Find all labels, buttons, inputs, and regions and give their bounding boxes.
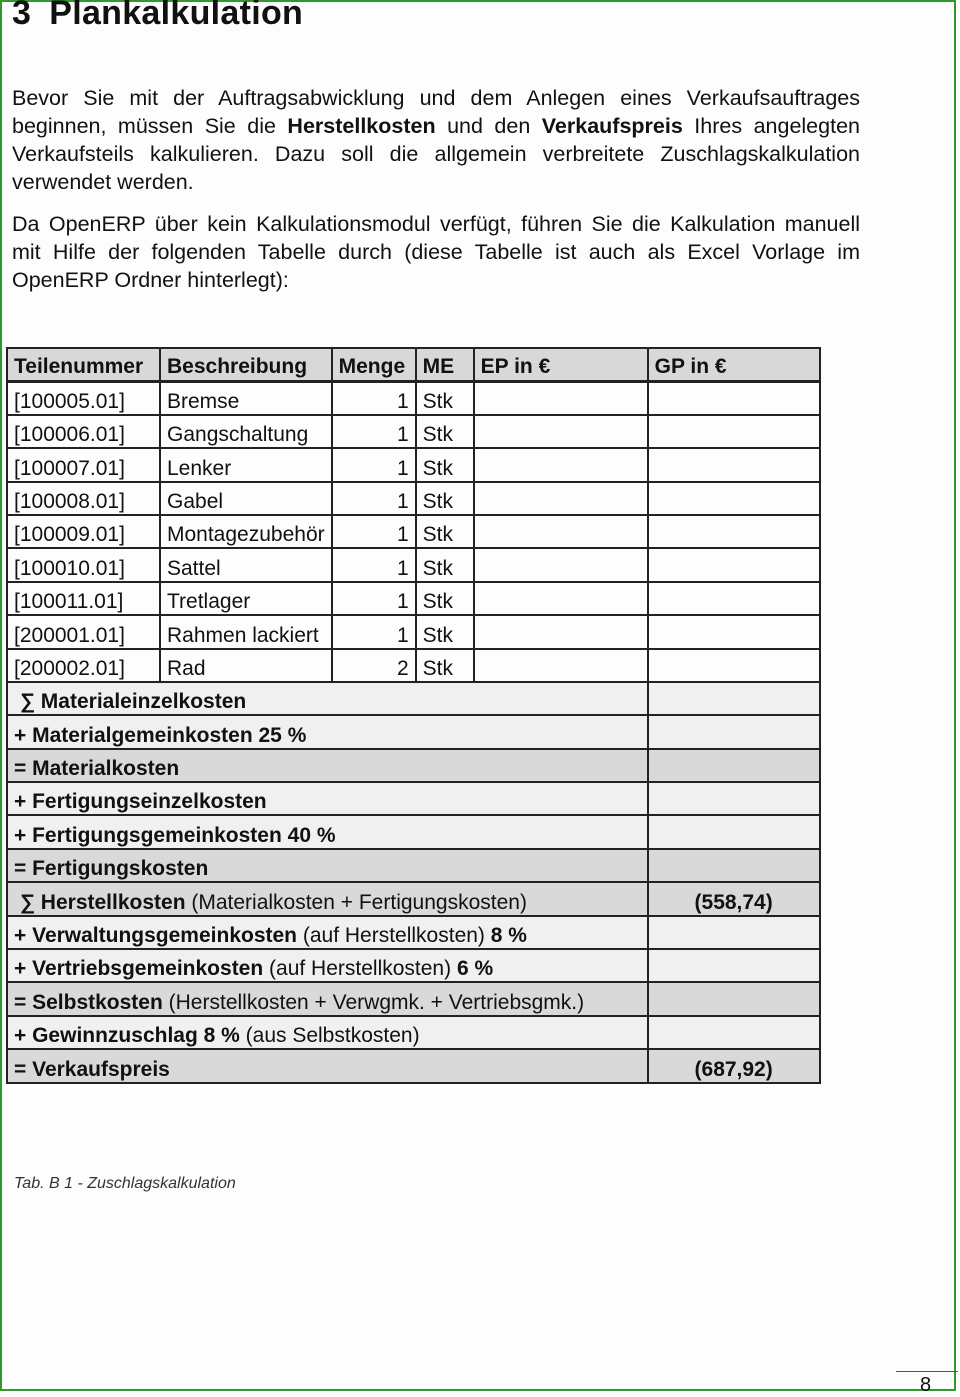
summary-label: + Fertigungsgemeinkosten 40 %	[7, 815, 648, 848]
unit-cell: Stk	[416, 515, 474, 548]
summary-row-production-direct	[7, 782, 820, 815]
table-row	[7, 381, 820, 414]
unit-price-cell	[474, 515, 648, 548]
part-number-cell: [100009.01]	[7, 515, 160, 548]
total-price-cell	[648, 548, 820, 581]
part-number-cell: [100005.01]	[7, 381, 160, 414]
table-row	[7, 615, 820, 648]
total-price-cell	[648, 415, 820, 448]
summary-value	[648, 949, 820, 982]
description-cell: Gabel	[160, 482, 332, 515]
summary-value	[648, 782, 820, 815]
total-price-cell	[648, 649, 820, 682]
unit-cell: Stk	[416, 482, 474, 515]
header-total-price: GP in €	[648, 348, 820, 381]
summary-value	[648, 849, 820, 882]
table-row	[7, 482, 820, 515]
description-cell: Montagezubehör	[160, 515, 332, 548]
table-row	[7, 515, 820, 548]
table-row	[7, 448, 820, 481]
unit-cell: Stk	[416, 548, 474, 581]
description-cell: Gangschaltung	[160, 415, 332, 448]
total-price-cell	[648, 515, 820, 548]
summary-row-sales-price	[7, 1049, 820, 1082]
summary-value	[648, 1016, 820, 1049]
unit-cell: Stk	[416, 615, 474, 648]
header-unit: ME	[416, 348, 474, 381]
header-part-number: Teilenummer	[7, 348, 160, 381]
summary-label: + Vertriebsgemeinkosten (auf Herstellkosten) 6 %	[7, 949, 648, 982]
unit-price-cell	[474, 381, 648, 414]
summary-value	[648, 682, 820, 715]
calculation-table	[6, 347, 821, 1084]
table-header-row	[7, 348, 820, 381]
summary-row-admin-overhead	[7, 916, 820, 949]
unit-price-cell	[474, 482, 648, 515]
summary-value	[648, 815, 820, 848]
summary-label: = Materialkosten	[7, 749, 648, 782]
summary-label: + Fertigungseinzelkosten	[7, 782, 648, 815]
summary-value	[648, 715, 820, 748]
unit-cell: Stk	[416, 582, 474, 615]
page-number: 8	[920, 1374, 932, 1396]
table-row	[7, 415, 820, 448]
quantity-cell: 1	[332, 448, 416, 481]
table-row	[7, 548, 820, 581]
summary-row-production-overhead	[7, 815, 820, 848]
part-number-cell: [100011.01]	[7, 582, 160, 615]
unit-price-cell	[474, 448, 648, 481]
summary-row-profit-margin	[7, 1016, 820, 1049]
unit-cell: Stk	[416, 649, 474, 682]
description-cell: Tretlager	[160, 582, 332, 615]
quantity-cell: 1	[332, 615, 416, 648]
summary-label: = Fertigungskosten	[7, 849, 648, 882]
unit-cell: Stk	[416, 381, 474, 414]
section-heading: 3 Plankalkulation	[12, 0, 304, 32]
part-number-cell: [200001.01]	[7, 615, 160, 648]
summary-label: + Gewinnzuschlag 8 % (aus Selbstkosten)	[7, 1016, 648, 1049]
summary-row-sales-overhead	[7, 949, 820, 982]
description-cell: Rahmen lackiert	[160, 615, 332, 648]
quantity-cell: 1	[332, 415, 416, 448]
summary-label: = Selbstkosten (Herstellkosten + Verwgmk. + Vertriebsgmk.)	[7, 982, 648, 1015]
summary-label: = Verkaufspreis	[7, 1049, 648, 1082]
summary-label: ∑ Herstellkosten (Materialkosten + Fertigungskosten)	[7, 882, 648, 915]
summary-row-production-cost	[7, 849, 820, 882]
quantity-cell: 2	[332, 649, 416, 682]
summary-row-material-cost	[7, 749, 820, 782]
part-number-cell: [100007.01]	[7, 448, 160, 481]
unit-price-cell	[474, 582, 648, 615]
table-row	[7, 649, 820, 682]
total-price-cell	[648, 482, 820, 515]
total-price-cell	[648, 582, 820, 615]
header-quantity: Menge	[332, 348, 416, 381]
table-row	[7, 582, 820, 615]
unit-cell: Stk	[416, 448, 474, 481]
description-cell: Bremse	[160, 381, 332, 414]
unit-cell: Stk	[416, 415, 474, 448]
summary-label: + Verwaltungsgemeinkosten (auf Herstellkosten) 8 %	[7, 916, 648, 949]
part-number-cell: [100010.01]	[7, 548, 160, 581]
unit-price-cell	[474, 615, 648, 648]
footer-divider	[896, 1371, 958, 1372]
summary-value: (687,92)	[648, 1049, 820, 1082]
summary-value: (558,74)	[648, 882, 820, 915]
summary-value	[648, 749, 820, 782]
table-caption: Tab. B 1 - Zuschlagskalkulation	[14, 1175, 236, 1192]
part-number-cell: [100006.01]	[7, 415, 160, 448]
quantity-cell: 1	[332, 548, 416, 581]
total-price-cell	[648, 381, 820, 414]
summary-value	[648, 916, 820, 949]
summary-label: + Materialgemeinkosten 25 %	[7, 715, 648, 748]
header-unit-price: EP in €	[474, 348, 648, 381]
part-number-cell: [100008.01]	[7, 482, 160, 515]
intro-paragraph: Bevor Sie mit der Auftragsabwicklung und dem Anlegen eines Verkaufsauftrages beginnen, müssen Sie die Herstellkosten und den Verkaufspreis Ihres angelegten Verkaufsteils kalkulieren. Dazu soll die allgemein verbreitete Zuschlagskalkulation verwendet werden.	[12, 86, 860, 194]
summary-row-prime-cost	[7, 982, 820, 1015]
summary-label: ∑ Materialeinzelkosten	[7, 682, 648, 715]
total-price-cell	[648, 448, 820, 481]
quantity-cell: 1	[332, 515, 416, 548]
part-number-cell: [200002.01]	[7, 649, 160, 682]
instruction-paragraph: Da OpenERP über kein Kalkulationsmodul verfügt, führen Sie die Kalkulation manuell mit Hilfe der folgenden Tabelle durch (diese Tabelle ist auch als Excel Vorlage im OpenERP Ordner hinterlegt):	[12, 212, 860, 292]
quantity-cell: 1	[332, 381, 416, 414]
description-cell: Sattel	[160, 548, 332, 581]
description-cell: Lenker	[160, 448, 332, 481]
summary-row-manufacturing-cost	[7, 882, 820, 915]
unit-price-cell	[474, 415, 648, 448]
quantity-cell: 1	[332, 582, 416, 615]
quantity-cell: 1	[332, 482, 416, 515]
summary-row-material-direct	[7, 682, 820, 715]
summary-row-material-overhead	[7, 715, 820, 748]
summary-value	[648, 982, 820, 1015]
header-description: Beschreibung	[160, 348, 332, 381]
unit-price-cell	[474, 649, 648, 682]
total-price-cell	[648, 615, 820, 648]
description-cell: Rad	[160, 649, 332, 682]
unit-price-cell	[474, 548, 648, 581]
